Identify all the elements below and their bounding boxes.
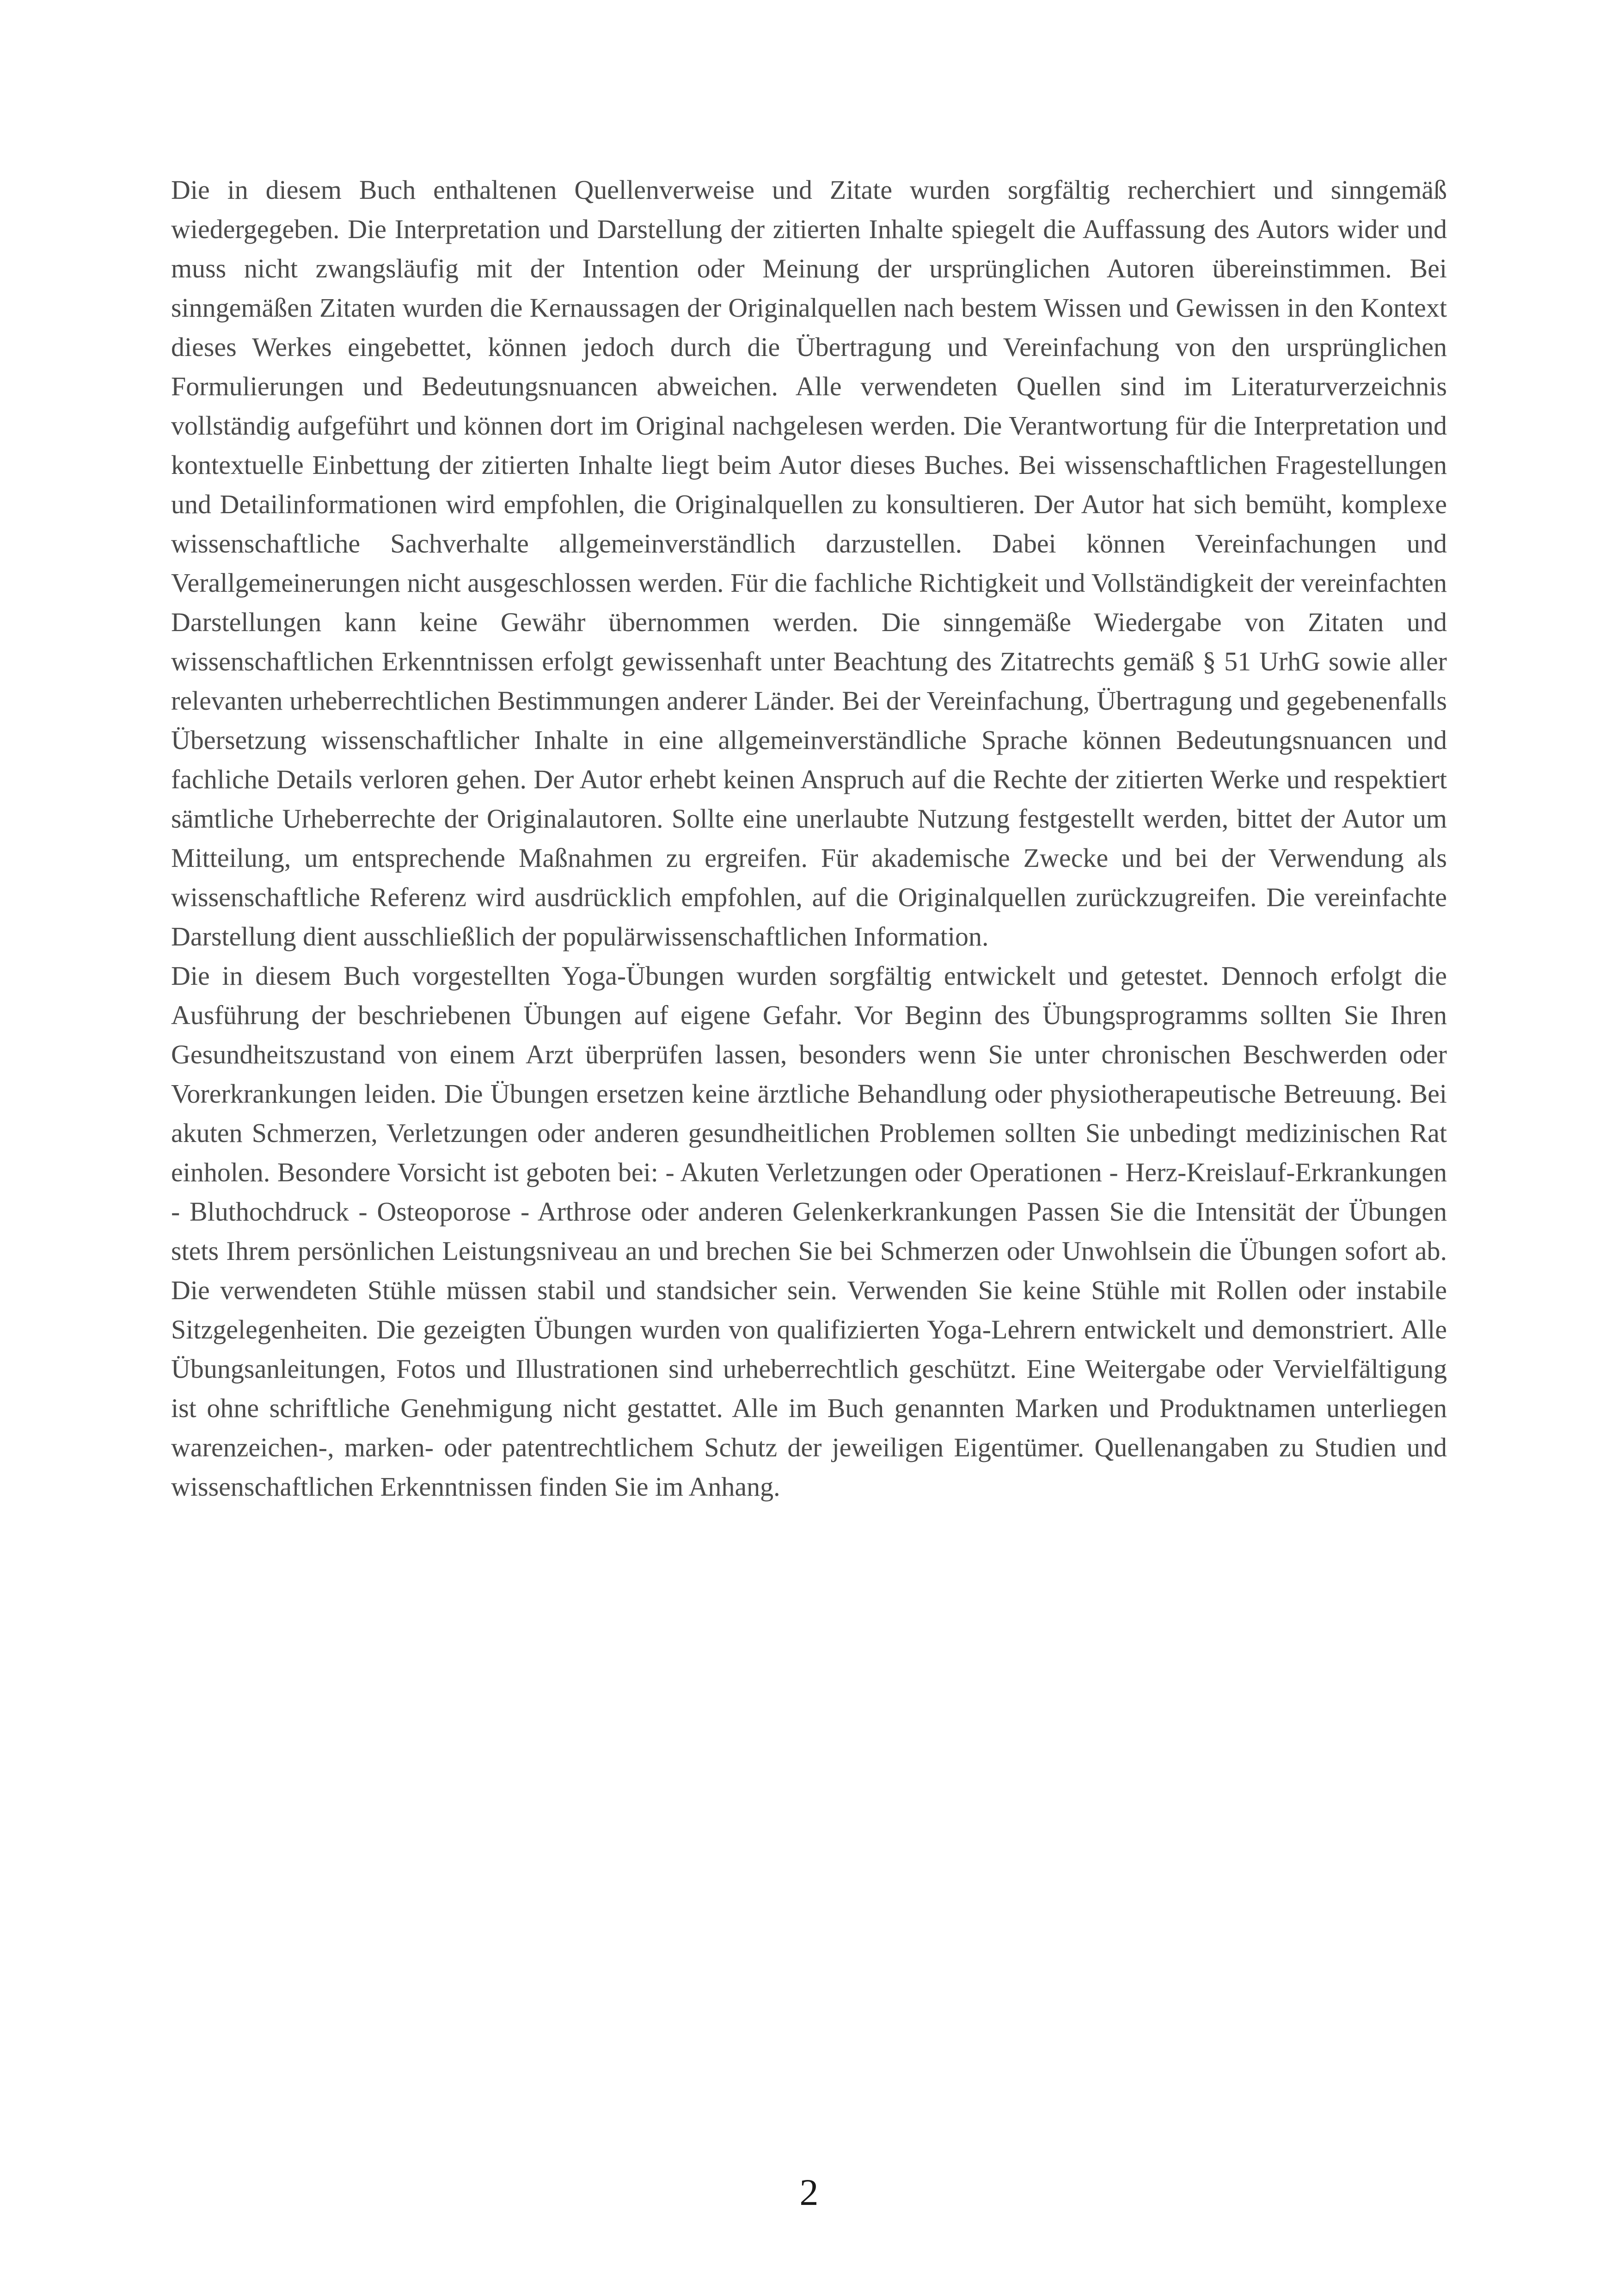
body-text [171,170,1447,1506]
paragraph-sources-disclaimer: Die in diesem Buch enthaltenen Quellenverweise und Zitate wurden sorgfältig recherchiert und sinngemäß wiedergegeben. Die Interpretation und Darstellung der zitierten Inhalte spiegelt die Auffassung des Autors wider und muss nicht zwangsläufig mit der Intention oder Meinung der ursprünglichen Autoren übereinstimmen. Bei sinngemäßen Zitaten wurden die Kernaussagen der Originalquellen nach bestem Wissen und Gewissen in den Kontext dieses Werkes eingebettet, können jedoch durch die Übertragung und Vereinfachung von den ursprünglichen Formulierungen und Bedeutungsnuancen abweichen. Alle verwendeten Quellen sind im Literaturverzeichnis vollständig aufgeführt und können dort im Original nachgelesen werden. Die Verantwortung für die Interpretation und kontextuelle Einbettung der zitierten Inhalte liegt beim Autor dieses Buches. Bei wissenschaftlichen Fragestellungen und Detailinformationen wird empfohlen, die Originalquellen zu konsultieren. Der Autor hat sich bemüht, komplexe wissenschaftliche Sachverhalte allgemeinverständlich darzustellen. Dabei können Vereinfachungen und Verallgemeinerungen nicht ausgeschlossen werden. Für die fachliche Richtigkeit und Vollständigkeit der vereinfachten Darstellungen kann keine Gewähr übernommen werden. Die sinngemäße Wiedergabe von Zitaten und wissenschaftlichen Erkenntnissen erfolgt gewissenhaft unter Beachtung des Zitatrechts gemäß § 51 UrhG sowie aller relevanten urheberrechtlichen Bestimmungen anderer Länder. Bei der Vereinfachung, Übertragung und gegebenenfalls Übersetzung wissenschaftlicher Inhalte in eine allgemeinverständliche Sprache können Bedeutungsnuancen und fachliche Details verloren gehen. Der Autor erhebt keinen Anspruch auf die Rechte der zitierten Werke und respektiert sämtliche Urheberrechte der Originalautoren. Sollte eine unerlaubte Nutzung festgestellt werden, bittet der Autor um Mitteilung, um entsprechende Maßnahmen zu ergreifen. Für akademische Zwecke und bei der Verwendung als wissenschaftliche Referenz wird ausdrücklich empfohlen, auf die Originalquellen zurückzugreifen. Die vereinfachte Darstellung dient ausschließlich der populärwissenschaftlichen Information. [171,175,1447,952]
paragraph-exercise-disclaimer: Die in diesem Buch vorgestellten Yoga-Übungen wurden sorgfältig entwickelt und getestet. Dennoch erfolgt die Ausführung der beschriebenen Übungen auf eigene Gefahr. Vor Beginn des Übungsprogramms sollten Sie Ihren Gesundheitszustand von einem Arzt überprüfen lassen, besonders wenn Sie unter chronischen Beschwerden oder Vorerkrankungen leiden. Die Übungen ersetzen keine ärztliche Behandlung oder physiotherapeutische Betreuung. Bei akuten Schmerzen, Verletzungen oder anderen gesundheitlichen Problemen sollten Sie unbedingt medizinischen Rat einholen. Besondere Vorsicht ist geboten bei: - Akuten Verletzungen oder Operationen - Herz-Kreislauf-Erkrankungen - Bluthochdruck - Osteoporose - Arthrose oder anderen Gelenkerkrankungen Passen Sie die Intensität der Übungen stets Ihrem persönlichen Leistungsniveau an und brechen Sie bei Schmerzen oder Unwohlsein die Übungen sofort ab. Die verwendeten Stühle müssen stabil und standsicher sein. Verwenden Sie keine Stühle mit Rollen oder instabile Sitzgelegenheiten. Die gezeigten Übungen wurden von qualifizierten Yoga-Lehrern entwickelt und demonstriert. Alle Übungsanleitungen, Fotos und Illustrationen sind urheberrechtlich geschützt. Eine Weitergabe oder Vervielfältigung ist ohne schriftliche Genehmigung nicht gestattet. Alle im Buch genannten Marken und Produktnamen unterliegen warenzeichen-, marken- oder patentrechtlichem Schutz der jeweiligen Eigentümer. Quellenangaben zu Studien und wissenschaftlichen Erkenntnissen finden Sie im Anhang. [171,961,1447,1502]
page-number: 2 [799,2171,819,2213]
